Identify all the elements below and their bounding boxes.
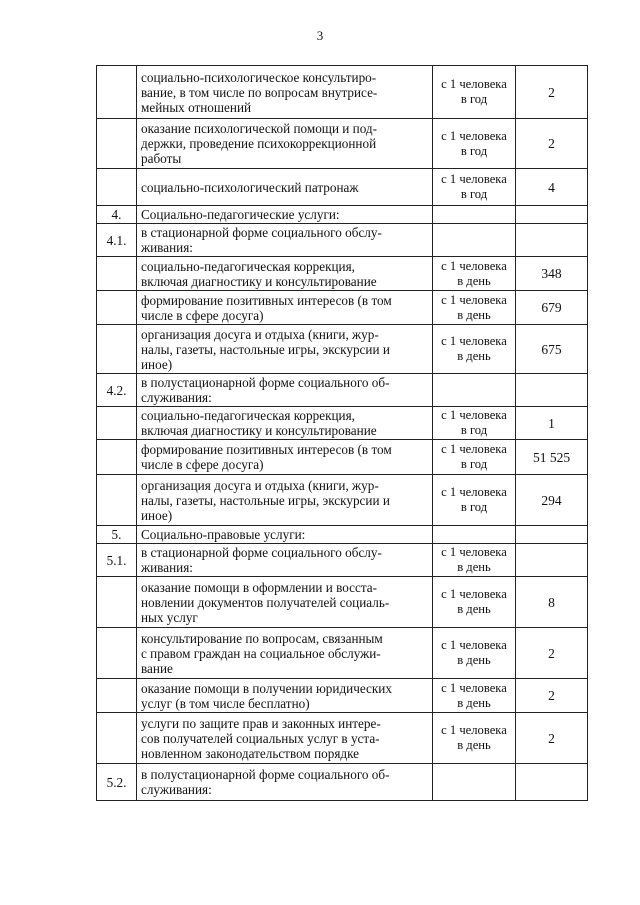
service-description-line: мейных отношений — [141, 99, 252, 115]
unit-line: в день — [457, 307, 491, 322]
value: 1 — [548, 415, 555, 431]
table-row — [97, 325, 588, 374]
value-cell — [516, 475, 588, 526]
value: 51 525 — [532, 449, 571, 465]
unit-line: в день — [457, 695, 491, 710]
row-number-cell — [97, 577, 137, 628]
row-number: 5.2. — [106, 774, 127, 790]
service-description-line: в стационарной форме социального обслу- — [141, 225, 382, 240]
table-row — [97, 577, 588, 628]
unit-cell — [433, 526, 516, 544]
service-description-line: оказание психологической помощи и под- — [141, 121, 378, 136]
table-row — [97, 66, 588, 119]
unit-cell — [433, 577, 516, 628]
unit-line: с 1 человека — [441, 292, 507, 307]
service-description-line: работы — [141, 151, 182, 166]
row-number-cell — [97, 325, 137, 374]
unit-cell — [433, 628, 516, 679]
page-number: 3 — [316, 28, 324, 43]
unit-cell — [433, 224, 516, 257]
service-description-line: вание, в том числе по вопросам внутрисе- — [141, 84, 378, 100]
value: 2 — [548, 136, 555, 151]
row-number-cell — [97, 628, 137, 679]
service-description-line: живания: — [141, 560, 193, 575]
service-description-line: вание — [141, 660, 173, 676]
service-description-line: новлении документов получателей социаль- — [141, 594, 390, 610]
service-description-line: услуг (в том числе бесплатно) — [141, 695, 310, 711]
row-number-cell — [97, 374, 137, 407]
unit-line: с 1 человека — [441, 172, 507, 186]
service-description-line: организация досуга и отдыха (книги, жур- — [141, 477, 379, 493]
service-description-cell — [137, 407, 433, 440]
table-row — [97, 679, 588, 713]
value-cell — [516, 440, 588, 475]
service-description-line: социально-психологический патронаж — [141, 179, 359, 195]
service-description-cell — [137, 169, 433, 206]
table-row — [97, 475, 588, 526]
unit-line: с 1 человека — [441, 638, 507, 652]
unit-line: с 1 человека — [441, 334, 507, 348]
value-cell — [516, 764, 588, 801]
row-number: 4.1. — [106, 232, 127, 248]
row-number-cell — [97, 206, 137, 224]
service-description-line: социально-педагогическая коррекция, — [141, 258, 355, 274]
unit-line: в год — [460, 187, 488, 201]
unit-cell — [433, 325, 516, 374]
service-description-line: с правом граждан на социальное обслужи- — [141, 645, 381, 661]
row-number-cell — [97, 475, 137, 526]
unit-line: с 1 человека — [441, 680, 507, 695]
service-description-line: служивания: — [141, 782, 212, 797]
unit-line: в день — [457, 273, 491, 288]
unit-line: с 1 человека — [441, 408, 507, 422]
service-description-line: держки, проведение психокоррекционной — [141, 136, 377, 151]
unit-cell — [433, 374, 516, 407]
value-cell — [516, 206, 588, 224]
service-description-line: Социально-правовые услуги: — [141, 527, 306, 542]
row-number: 4. — [111, 207, 122, 222]
row-number-cell — [97, 440, 137, 475]
value: 4 — [548, 179, 555, 195]
table-row — [97, 206, 588, 224]
table-row — [97, 169, 588, 206]
service-description-line: числе в сфере досуга) — [141, 457, 264, 472]
service-description-line: в полустационарной форме социального об- — [141, 767, 390, 782]
service-description-line: социально-психологическое консультиро- — [141, 69, 377, 85]
unit-line: в день — [457, 560, 491, 574]
row-number-cell — [97, 526, 137, 544]
services-table — [96, 65, 588, 801]
value: 348 — [541, 266, 562, 281]
value: 2 — [548, 688, 555, 703]
service-description-cell — [137, 628, 433, 679]
unit-line: в год — [460, 457, 488, 471]
unit-line: с 1 человека — [441, 442, 507, 456]
unit-line: в день — [457, 653, 491, 667]
unit-line: с 1 человека — [441, 128, 507, 143]
row-number: 5. — [111, 527, 122, 542]
value-cell — [516, 325, 588, 374]
service-description-cell — [137, 374, 433, 407]
service-description-line: сов получателей социальных услуг в уста- — [141, 730, 380, 746]
value-cell — [516, 169, 588, 206]
value-cell — [516, 224, 588, 257]
value: 679 — [541, 300, 562, 315]
service-description-line: Социально-педагогические услуги: — [141, 207, 340, 222]
service-description-cell — [137, 66, 433, 119]
unit-line: в день — [457, 602, 491, 616]
value-cell — [516, 679, 588, 713]
service-description-cell — [137, 764, 433, 801]
service-description-cell — [137, 577, 433, 628]
unit-line: в день — [457, 349, 491, 363]
value-cell — [516, 577, 588, 628]
unit-cell — [433, 679, 516, 713]
service-description-line: в стационарной форме социального обслу- — [141, 545, 382, 560]
unit-line: с 1 человека — [441, 77, 507, 91]
unit-line: с 1 человека — [441, 485, 507, 499]
service-description-line: налы, газеты, настольные игры, экскурсии и — [141, 492, 390, 508]
unit-line: в год — [460, 423, 488, 437]
service-description-line: ных услуг — [141, 609, 198, 625]
unit-line: с 1 человека — [441, 587, 507, 601]
table-row — [97, 407, 588, 440]
service-description-cell — [137, 206, 433, 224]
service-description-cell — [137, 224, 433, 257]
value-cell — [516, 526, 588, 544]
table-row — [97, 544, 588, 577]
service-description-line: служивания: — [141, 390, 212, 405]
unit-cell — [433, 291, 516, 325]
value: 2 — [548, 730, 555, 746]
service-description-cell — [137, 526, 433, 544]
unit-cell — [433, 475, 516, 526]
unit-line: в год — [460, 143, 488, 158]
service-description-line: налы, газеты, настольные игры, экскурсии и — [141, 341, 390, 357]
value-cell — [516, 119, 588, 169]
table-row — [97, 224, 588, 257]
value-cell — [516, 66, 588, 119]
value: 294 — [541, 492, 562, 508]
service-description-line: живания: — [141, 240, 193, 255]
value-cell — [516, 544, 588, 577]
service-description-line: включая диагностику и консультирование — [141, 423, 377, 438]
unit-line: с 1 человека — [441, 258, 507, 273]
unit-line: с 1 человека — [441, 723, 507, 737]
service-description-cell — [137, 440, 433, 475]
unit-cell — [433, 169, 516, 206]
row-number-cell — [97, 291, 137, 325]
unit-cell — [433, 257, 516, 291]
unit-cell — [433, 206, 516, 224]
service-description-cell — [137, 544, 433, 577]
table-row — [97, 440, 588, 475]
value-cell — [516, 291, 588, 325]
service-description-line: услуги по защите прав и законных интере- — [141, 715, 381, 731]
service-description-cell — [137, 257, 433, 291]
service-description-line: формирование позитивных интересов (в том — [141, 442, 392, 457]
value: 2 — [548, 645, 555, 661]
table-row — [97, 526, 588, 544]
service-description-line: формирование позитивных интересов (в том — [141, 292, 392, 308]
service-description-cell — [137, 679, 433, 713]
unit-cell — [433, 764, 516, 801]
table-row — [97, 628, 588, 679]
row-number-cell — [97, 169, 137, 206]
row-number-cell — [97, 407, 137, 440]
row-number-cell — [97, 544, 137, 577]
unit-line: в год — [460, 500, 488, 514]
unit-cell — [433, 544, 516, 577]
table-row — [97, 374, 588, 407]
unit-cell — [433, 440, 516, 475]
value-cell — [516, 713, 588, 764]
service-description-line: числе в сфере досуга) — [141, 307, 264, 323]
service-description-cell — [137, 325, 433, 374]
table-row — [97, 764, 588, 801]
row-number-cell — [97, 66, 137, 119]
service-description-line: иное) — [141, 507, 173, 523]
service-description-line: оказание помощи в получении юридических — [141, 680, 392, 696]
value: 2 — [548, 84, 555, 100]
row-number-cell — [97, 119, 137, 169]
table-row — [97, 257, 588, 291]
unit-line: с 1 человека — [441, 545, 507, 559]
value: 675 — [541, 341, 562, 357]
table-row — [97, 119, 588, 169]
value-cell — [516, 628, 588, 679]
service-description-line: в полустационарной форме социального об- — [141, 375, 390, 390]
row-number: 5.1. — [106, 552, 127, 568]
service-description-line: включая диагностику и консультирование — [141, 273, 377, 289]
value-cell — [516, 407, 588, 440]
row-number: 4.2. — [106, 382, 127, 398]
service-description-cell — [137, 475, 433, 526]
unit-cell — [433, 407, 516, 440]
row-number-cell — [97, 679, 137, 713]
value: 8 — [548, 594, 555, 610]
service-description-line: иное) — [141, 356, 173, 372]
service-description-cell — [137, 713, 433, 764]
unit-line: в день — [457, 738, 491, 752]
table-row — [97, 291, 588, 325]
services-table-body — [97, 66, 588, 801]
service-description-line: социально-педагогическая коррекция, — [141, 408, 355, 423]
value-cell — [516, 257, 588, 291]
service-description-cell — [137, 119, 433, 169]
row-number-cell — [97, 764, 137, 801]
table-row — [97, 713, 588, 764]
service-description-cell — [137, 291, 433, 325]
service-description-line: новленном законодательством порядке — [141, 745, 360, 761]
service-description-line: консультирование по вопросам, связанным — [141, 630, 383, 646]
row-number-cell — [97, 257, 137, 291]
value-cell — [516, 374, 588, 407]
unit-cell — [433, 713, 516, 764]
unit-cell — [433, 66, 516, 119]
service-description-line: организация досуга и отдыха (книги, жур- — [141, 326, 379, 342]
unit-cell — [433, 119, 516, 169]
unit-line: в год — [460, 92, 488, 106]
row-number-cell — [97, 224, 137, 257]
service-description-line: оказание помощи в оформлении и восста- — [141, 579, 378, 595]
row-number-cell — [97, 713, 137, 764]
